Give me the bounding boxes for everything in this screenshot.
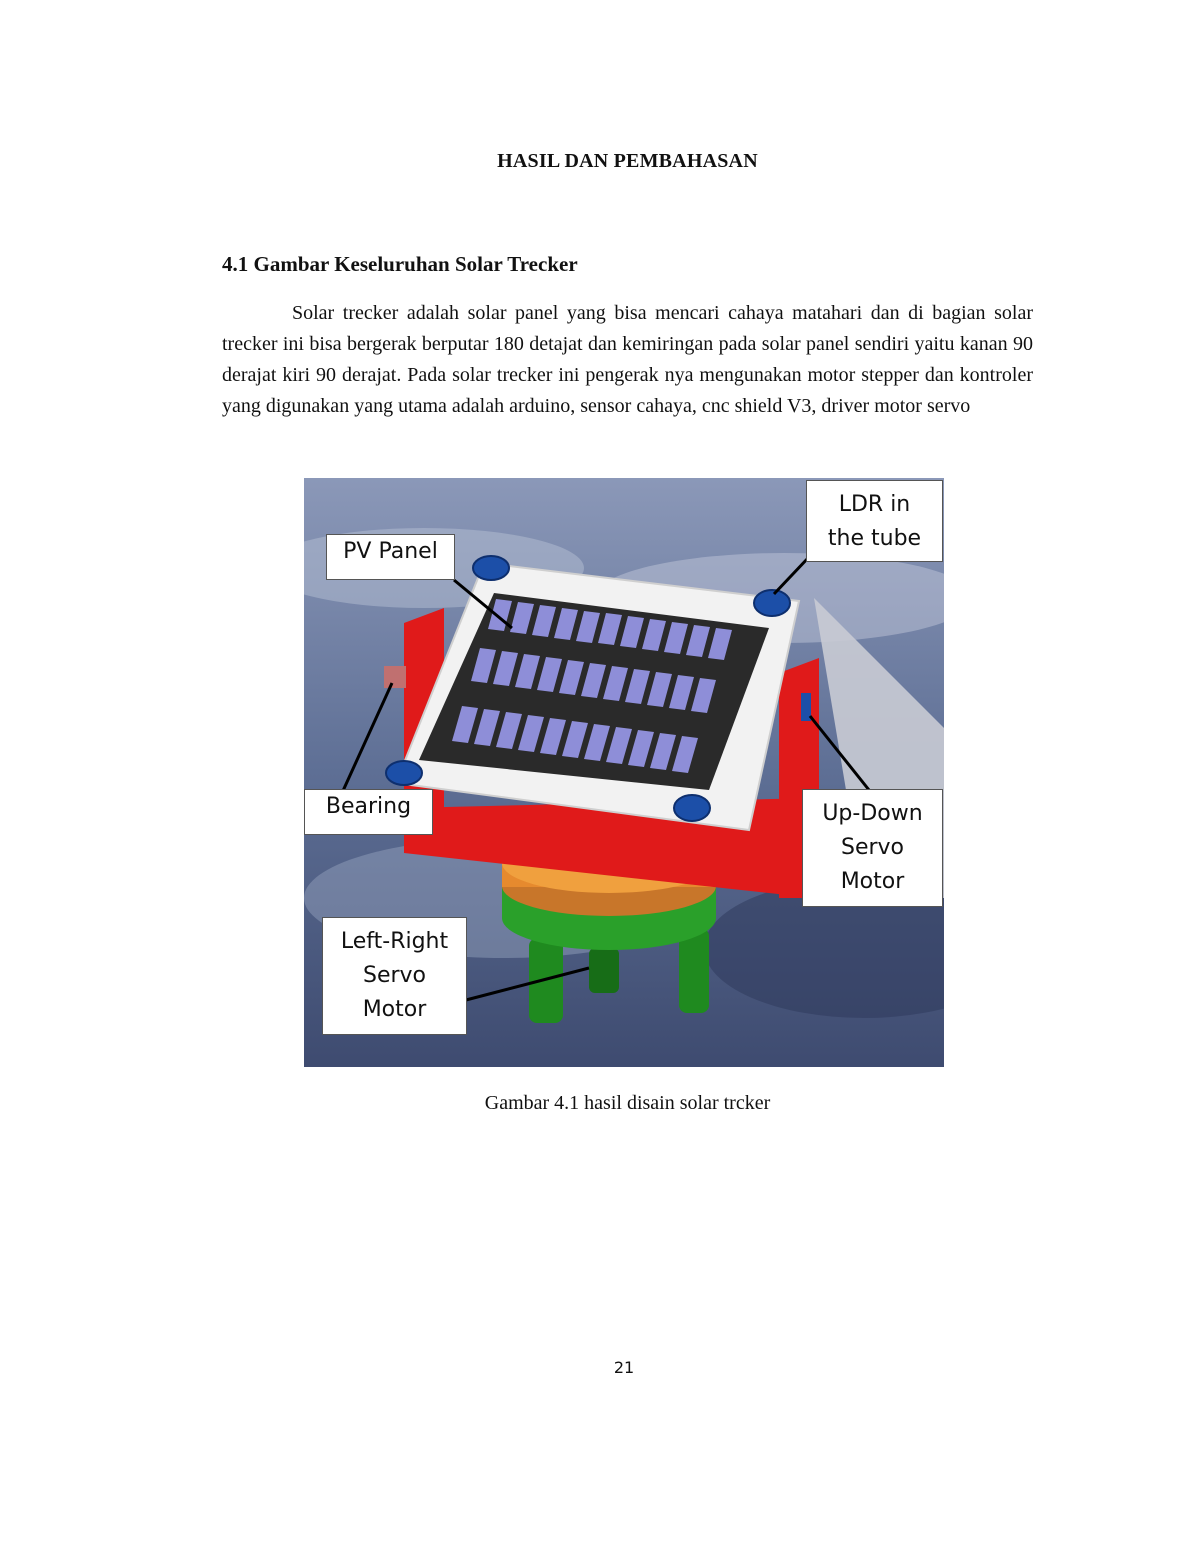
page-number: 21: [613, 1358, 635, 1377]
label-leftright-line2: Servo: [362, 963, 427, 988]
label-bearing: [304, 789, 433, 835]
chapter-title: HASIL DAN PEMBAHASAN: [497, 150, 758, 172]
label-ldr-in-tube: [806, 480, 943, 562]
section-title: 4.1 Gambar Keseluruhan Solar Trecker: [222, 252, 578, 276]
label-leftright-line1: Left-Right: [340, 929, 449, 954]
label-updown-line1: Up-Down: [822, 801, 923, 826]
label-up-down-servo-motor: [802, 789, 943, 907]
label-leftright-line3: Motor: [362, 997, 427, 1022]
solar-tracker-figure: [304, 478, 944, 1067]
label-updown-line2: Servo: [840, 835, 905, 860]
label-pv-panel-text: PV Panel: [343, 539, 438, 564]
label-updown-line3: Motor: [840, 869, 905, 894]
label-ldr-line1: LDR in: [838, 492, 911, 517]
label-left-right-servo-motor: [322, 917, 467, 1035]
label-pv-panel: [326, 534, 455, 580]
body-paragraph: [222, 298, 1033, 422]
label-ldr-line2: the tube: [827, 526, 922, 551]
figure-caption: Gambar 4.1 hasil disain solar trcker: [484, 1092, 771, 1114]
label-bearing-text: Bearing: [325, 794, 412, 819]
body-paragraph-text: Solar trecker adalah solar panel yang bisa mencari cahaya matahari dan di bagian solar trecker ini bisa bergerak berputar 180 detajat dan kemiringan pada solar panel sendiri yaitu kanan 90 derajat kiri 90 derajat. Pada solar trecker ini pengerak nya mengunakan motor stepper dan kontroler yang digunakan yang utama adalah arduino, sensor cahaya, cnc shield V3, driver motor servo: [222, 302, 1033, 417]
